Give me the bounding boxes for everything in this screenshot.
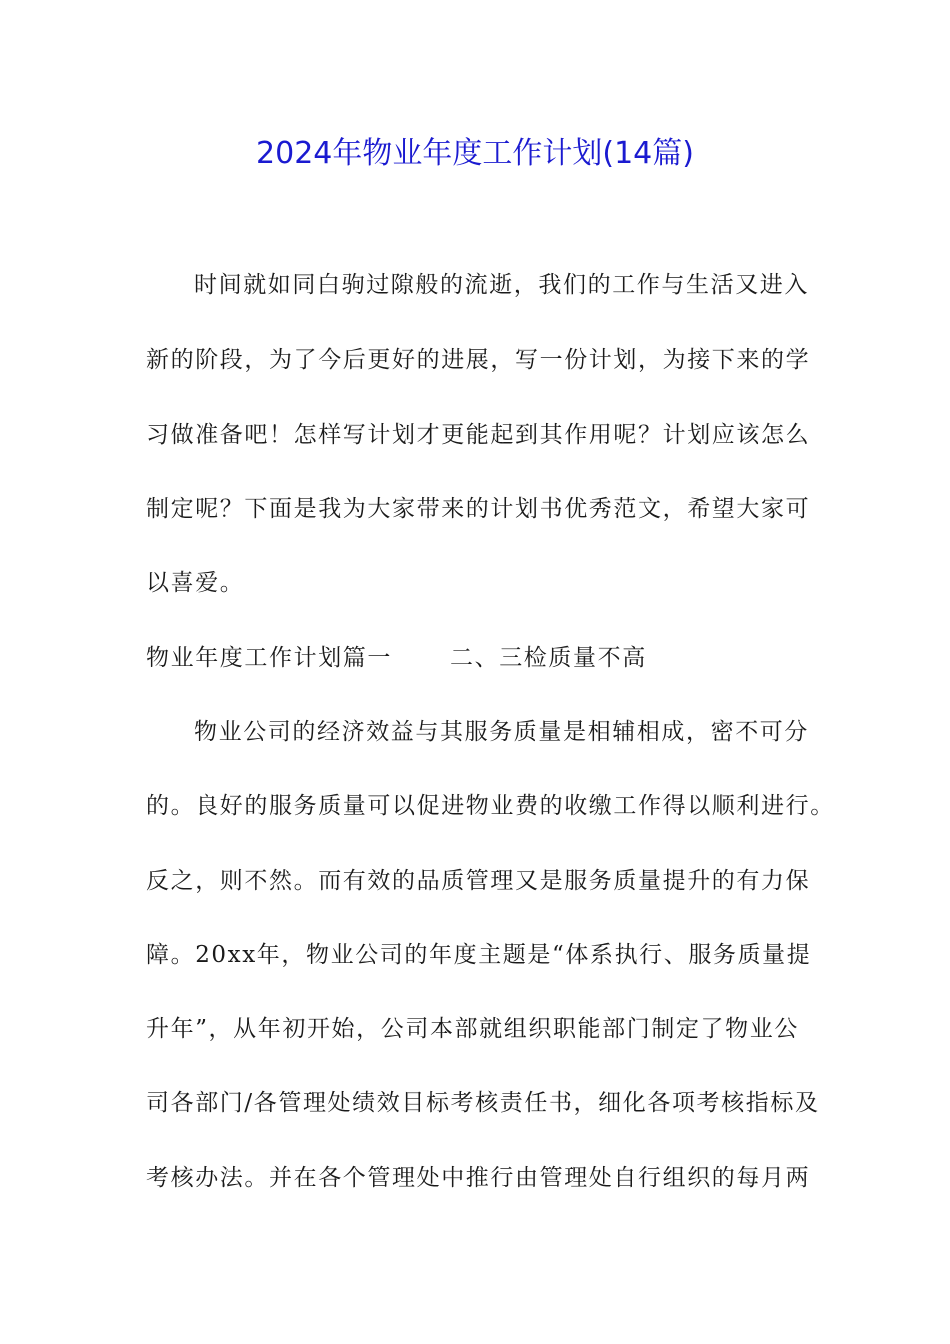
section-subheading: 二、三检质量不高 — [450, 645, 647, 671]
intro-line-5: 以喜爱。 — [146, 570, 245, 596]
section-heading: 物业年度工作计划篇一 — [146, 645, 392, 671]
body-line-5: 升年”，从年初开始，公司本部就组织职能部门制定了物业公 — [146, 1016, 799, 1042]
document-title: 2024年物业年度工作计划(14篇) — [256, 136, 694, 171]
intro-line-4: 制定呢？下面是我为大家带来的计划书优秀范文，希望大家可 — [146, 496, 811, 522]
body-line-1: 物业公司的经济效益与其服务质量是相辅相成，密不可分 — [194, 719, 809, 745]
intro-line-3: 习做准备吧！怎样写计划才更能起到其作用呢？计划应该怎么 — [146, 422, 811, 448]
intro-line-2: 新的阶段，为了今后更好的进展，写一份计划，为接下来的学 — [146, 347, 811, 373]
body-line-4: 障。20xx年，物业公司的年度主题是“体系执行、服务质量提 — [146, 942, 812, 968]
section-heading-line — [146, 638, 816, 678]
body-line-3: 反之，则不然。而有效的品质管理又是服务质量提升的有力保 — [146, 868, 811, 894]
body-line-7: 考核办法。并在各个管理处中推行由管理处自行组织的每月两 — [146, 1165, 811, 1191]
body-line-6: 司各部门/各管理处绩效目标考核责任书，细化各项考核指标及 — [146, 1090, 820, 1116]
body-line-2: 的。良好的服务质量可以促进物业费的收缴工作得以顺利进行。 — [146, 793, 835, 819]
intro-line-1: 时间就如同白驹过隙般的流逝，我们的工作与生活又进入 — [194, 272, 809, 298]
